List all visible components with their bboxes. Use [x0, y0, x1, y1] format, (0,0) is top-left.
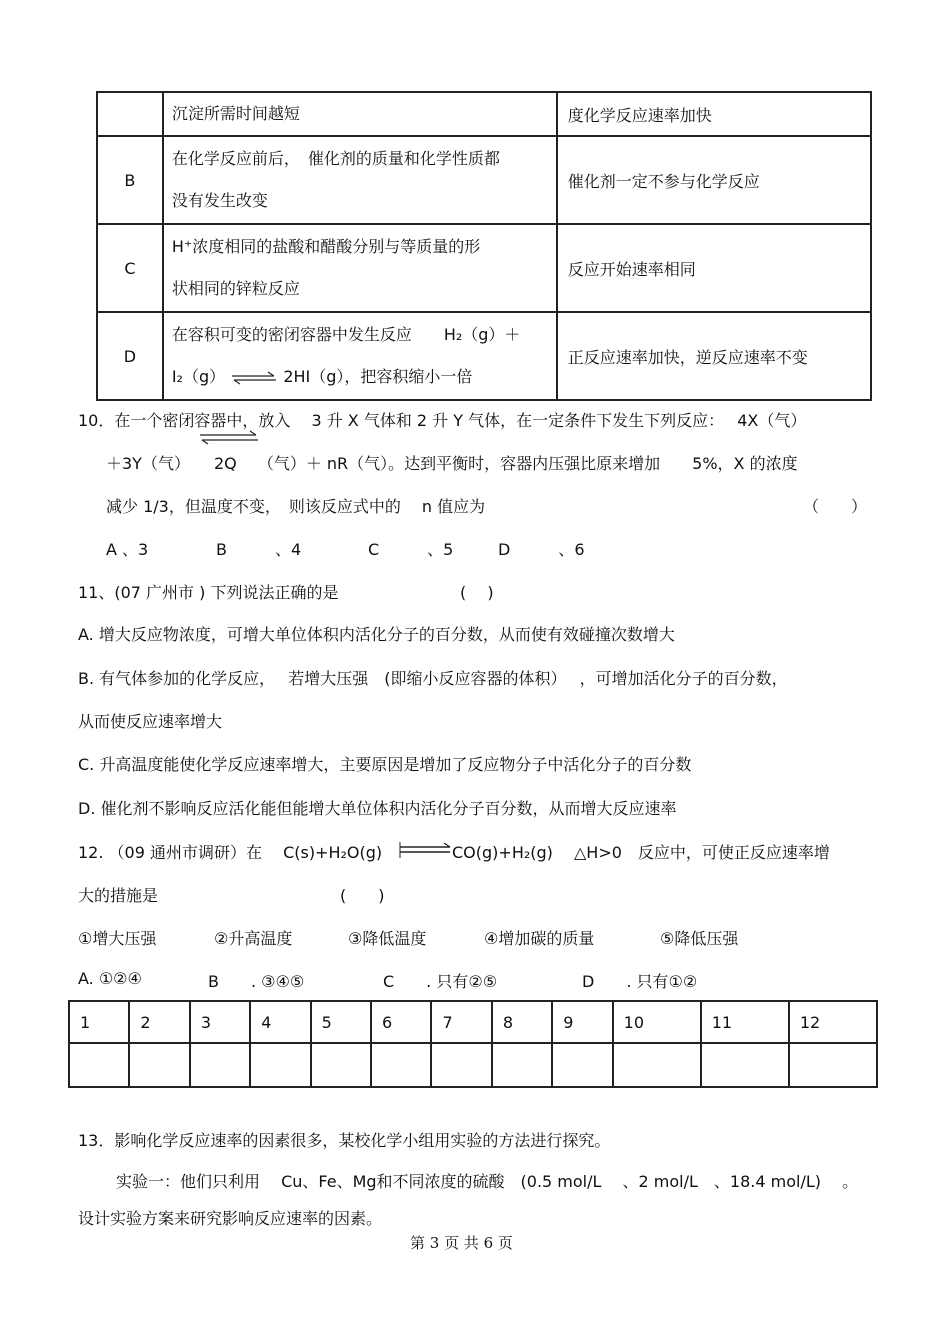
equilibrium-arrow-icon — [396, 842, 452, 858]
q10-line1: 10．在一个密闭容器中，放入 3 升 X 气体和 2 升 Y 气体，在一定条件下发生下列反应： 4X（气） — [78, 411, 807, 430]
equilibrium-arrow-icon — [198, 430, 260, 446]
answer-header-cell: 9 — [552, 1001, 612, 1043]
answer-cell[interactable] — [129, 1043, 189, 1087]
answer-cell[interactable] — [613, 1043, 701, 1087]
q12-option-a: A. ①②④ — [78, 969, 142, 988]
equilibrium-arrow-icon — [230, 370, 278, 386]
answer-table — [68, 1000, 878, 1088]
page-number: 第 3 页 共 6 页 — [410, 1234, 513, 1252]
q11-option-b-line1: B. 有气体参加的化学反应， 若增大压强 (即缩小反应容器的体积） ，可增加活化分子的百分数， — [78, 669, 788, 688]
answer-header-cell: 4 — [250, 1001, 310, 1043]
table-row — [97, 312, 871, 400]
q12-option-b: B . ③④⑤ — [208, 972, 305, 991]
q10-line3: 减少 1/3，但温度不变， 则该反应式中的 n 值应为 — [106, 497, 486, 516]
q12-measure-1: ①增大压强 — [78, 929, 157, 948]
answer-header-cell: 12 — [789, 1001, 877, 1043]
answer-cell[interactable] — [250, 1043, 310, 1087]
row-condition: H⁺浓度相同的盐酸和醋酸分别与等质量的形 状相同的锌粒反应 — [163, 224, 557, 312]
q11-option-a: A. 增大反应物浓度，可增大单位体积内活化分子的百分数，从而使有效碰撞次数增大 — [78, 625, 675, 644]
answer-cell[interactable] — [311, 1043, 371, 1087]
q11-option-d: D. 催化剂不影响反应活化能但能增大单位体积内活化分子百分数，从而增大反应速率 — [78, 799, 677, 818]
row-label: D — [97, 312, 163, 400]
answer-cell[interactable] — [190, 1043, 250, 1087]
q13-line1: 13．影响化学反应速率的因素很多，某校化学小组用实验的方法进行探究。 — [78, 1131, 611, 1150]
q12-stem-line2: 大的措施是 — [78, 886, 159, 905]
answer-header-cell: 7 — [431, 1001, 491, 1043]
answer-cell[interactable] — [552, 1043, 612, 1087]
row-result: 催化剂一定不参与化学反应 — [557, 136, 871, 224]
answer-cell[interactable] — [492, 1043, 552, 1087]
q12-answer-paren: ( ) — [340, 886, 385, 905]
q10-answer-paren: （ ） — [803, 497, 868, 516]
answer-blank-row — [69, 1043, 877, 1087]
q10-option-a: A 、3 — [106, 540, 149, 559]
row-label: C — [97, 224, 163, 312]
q12-stem-part1: 12. （09 通州市调研）在 C(s)+H₂O(g) — [78, 843, 383, 862]
q10-option-b: B 、4 — [216, 540, 302, 559]
row-condition: 在化学反应前后， 催化剂的质量和化学性质都 没有发生改变 — [163, 136, 557, 224]
row-result: 反应开始速率相同 — [557, 224, 871, 312]
q11-answer-paren: ( ) — [460, 583, 494, 602]
q12-measure-3: ③降低温度 — [348, 929, 427, 948]
q12-measure-4: ④增加碳的质量 — [484, 929, 595, 948]
q12-stem-part2: CO(g)+H₂(g) △H>0 反应中，可使正反应速率增 — [452, 843, 830, 862]
answer-cell[interactable] — [371, 1043, 431, 1087]
row-label: B — [97, 136, 163, 224]
q13-line2: 实验一：他们只利用 Cu、Fe、Mg和不同浓度的硫酸 (0.5 mol/L 、2 mol/L 、18.4 mol/L) 。 — [116, 1172, 859, 1191]
answer-header-cell: 5 — [311, 1001, 371, 1043]
row-result: 正反应速率加快，逆反应速率不变 — [557, 312, 871, 400]
row-label — [97, 92, 163, 136]
q12-measure-5: ⑤降低压强 — [660, 929, 739, 948]
row-condition: 在容积可变的密闭容器中发生反应 H₂（g）＋ I₂（g） 2HI（g），把容积缩小一倍 — [163, 312, 557, 400]
row-result: 度化学反应速率加快 — [557, 92, 871, 136]
answer-cell[interactable] — [431, 1043, 491, 1087]
answer-header-cell: 8 — [492, 1001, 552, 1043]
table-row — [97, 224, 871, 312]
answer-header-cell: 10 — [613, 1001, 701, 1043]
comparison-table — [96, 91, 872, 401]
answer-header-row — [69, 1001, 877, 1043]
q13-line3: 设计实验方案来研究影响反应速率的因素。 — [78, 1209, 383, 1228]
q12-measure-2: ②升高温度 — [214, 929, 293, 948]
answer-cell[interactable] — [701, 1043, 789, 1087]
answer-header-cell: 3 — [190, 1001, 250, 1043]
q11-stem: 11、(07 广州市 ) 下列说法正确的是 — [78, 583, 339, 602]
q10-line2: ＋3Y（气） 2Q （气）＋ nR（气）。达到平衡时，容器内压强比原来增加 5%，X 的浓度 — [106, 454, 798, 473]
q10-option-d: D 、6 — [498, 540, 585, 559]
answer-header-cell: 2 — [129, 1001, 189, 1043]
answer-header-cell: 11 — [701, 1001, 789, 1043]
answer-header-cell: 6 — [371, 1001, 431, 1043]
q11-option-b-line2: 从而使反应速率增大 — [78, 712, 223, 731]
table-row — [97, 136, 871, 224]
table-row — [97, 92, 871, 136]
answer-cell[interactable] — [789, 1043, 877, 1087]
q12-option-d: D . 只有①② — [582, 972, 698, 991]
q12-option-c: C . 只有②⑤ — [383, 972, 498, 991]
answer-header-cell: 1 — [69, 1001, 129, 1043]
answer-cell[interactable] — [69, 1043, 129, 1087]
row-condition: 沉淀所需时间越短 — [163, 92, 557, 136]
q11-option-c: C. 升高温度能使化学反应速率增大，主要原因是增加了反应物分子中活化分子的百分数 — [78, 755, 692, 774]
q10-option-c: C 、5 — [368, 540, 454, 559]
